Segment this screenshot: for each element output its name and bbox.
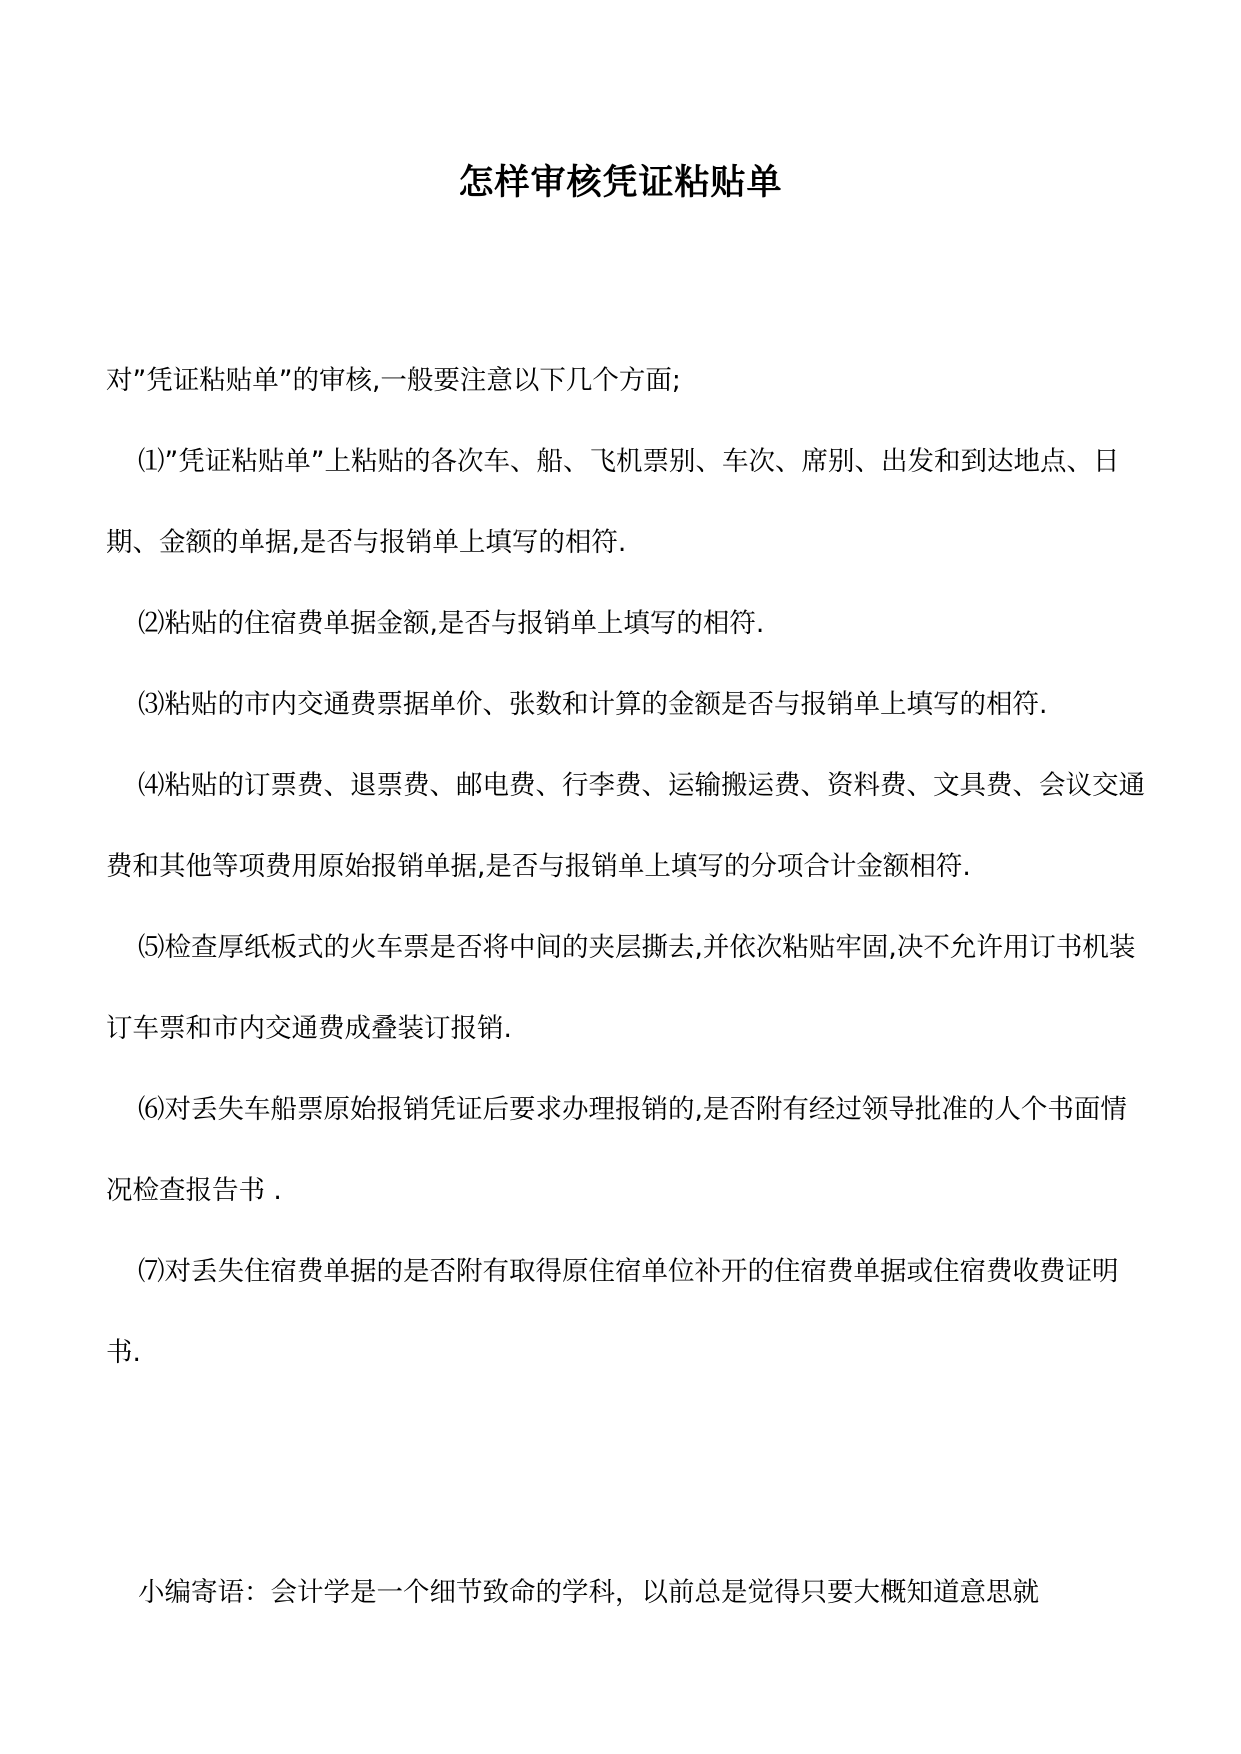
document-title: 怎样审核凭证粘贴单	[458, 162, 783, 203]
item-4-paragraph: ⑷粘贴的订票费、退票费、邮电费、行李费、运输搬运费、资料费、文具费、会议交通费和其他等项费用原始报销单据,是否与报销单上填写的分项合计金额相符.	[106, 770, 1145, 882]
editor-note: 小编寄语：会计学是一个细节致命的学科，以前总是觉得只要大概知道意思就	[138, 1577, 1039, 1608]
item-6-paragraph: ⑹对丢失车船票原始报销凭证后要求办理报销的,是否附有经过领导批准的人个书面情况检查报告书 .	[106, 1094, 1127, 1206]
item-2-paragraph: ⑵粘贴的住宿费单据金额,是否与报销单上填写的相符.	[138, 608, 765, 639]
item-3-paragraph: ⑶粘贴的市内交通费票据单价、张数和计算的金额是否与报销单上填写的相符.	[138, 689, 1048, 720]
item-5-paragraph: ⑸检查厚纸板式的火车票是否将中间的夹层撕去,并依次粘贴牢固,决不允许用订书机装订车票和市内交通费成叠装订报销.	[106, 932, 1136, 1044]
document-body	[106, 340, 1146, 1393]
item-7-paragraph: ⑺对丢失住宿费单据的是否附有取得原住宿单位补开的住宿费单据或住宿费收费证明书.	[106, 1256, 1119, 1368]
item-1-paragraph: ⑴”凭证粘贴单”上粘贴的各次车、船、飞机票别、车次、席别、出发和到达地点、日期、金额的单据,是否与报销单上填写的相符.	[106, 446, 1120, 558]
intro-paragraph: 对”凭证粘贴单”的审核,一般要注意以下几个方面;	[106, 365, 681, 396]
